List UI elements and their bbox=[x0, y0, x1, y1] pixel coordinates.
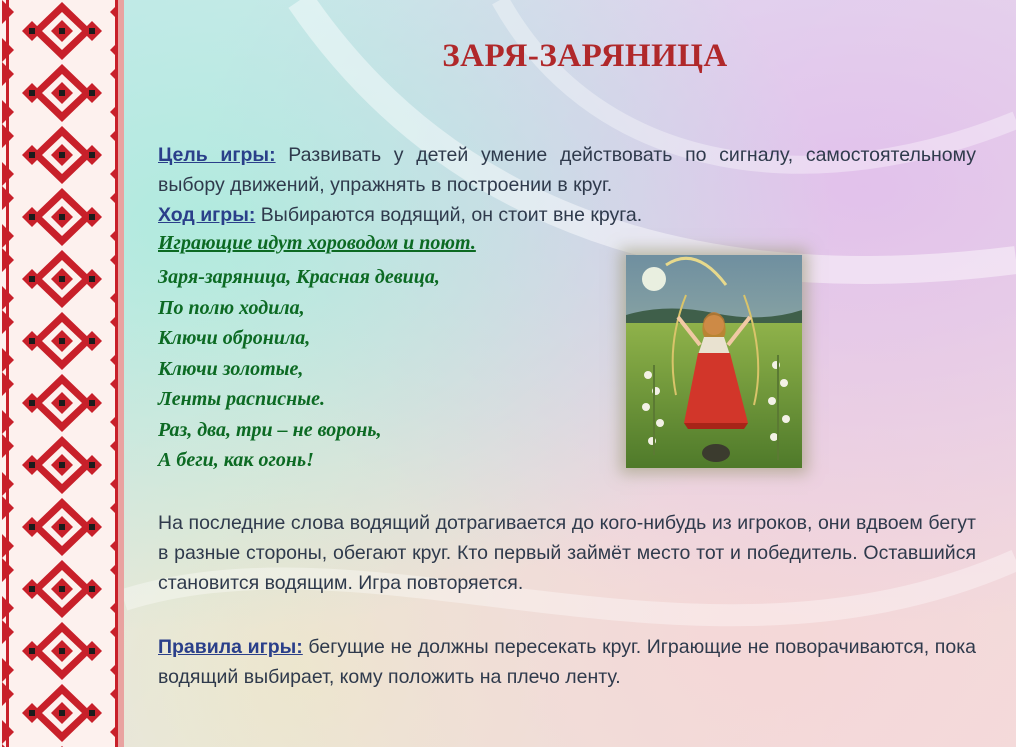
goal-paragraph bbox=[158, 140, 976, 200]
course-label: Ход игры: bbox=[158, 204, 256, 226]
verse-line: Раз, два, три – не воронь, bbox=[158, 418, 382, 441]
verse-line: Ключи обронила, bbox=[158, 327, 311, 349]
illustration-girl-painting bbox=[626, 255, 802, 468]
final-paragraph: На последние слова водящий дотрагивается до кого-нибудь из игроков, они вдвоем бегут в разные стороны, обегают круг. Кто первый займёт место тот и победитель. Оставшийся становится водящим. Игра повторяется. bbox=[158, 512, 976, 594]
rules-paragraph bbox=[158, 632, 976, 692]
verse-line: По полю ходила, bbox=[158, 296, 305, 319]
verse-line: А беги, как огонь! bbox=[158, 449, 314, 471]
course-text: Выбираются водящий, он стоит вне круга. bbox=[255, 204, 643, 226]
verse-line: Заря-заряница, Красная девица, bbox=[158, 266, 440, 288]
verse-line: Ленты расписные. bbox=[158, 388, 325, 410]
rules-text: бегущие не должны пересекать круг. Играющие не поворачиваются, пока водящий выбирает, кому положить на плечо ленту. bbox=[158, 636, 976, 688]
rules-label: Правила игры: bbox=[158, 636, 303, 658]
goal-text: Развивать у детей умение действовать по сигналу, самостоятельному выбору движений, упражнять в построении в круг. bbox=[158, 144, 976, 196]
goal-label: Цель игры: bbox=[158, 144, 276, 166]
verse-line: Ключи золотые, bbox=[158, 357, 304, 380]
page-title: ЗАРЯ-ЗАРЯНИЦА bbox=[442, 38, 728, 74]
players-line: Играющие идут хороводом и поют. bbox=[158, 232, 476, 254]
course-paragraph bbox=[158, 200, 976, 230]
song-verse bbox=[158, 262, 440, 476]
